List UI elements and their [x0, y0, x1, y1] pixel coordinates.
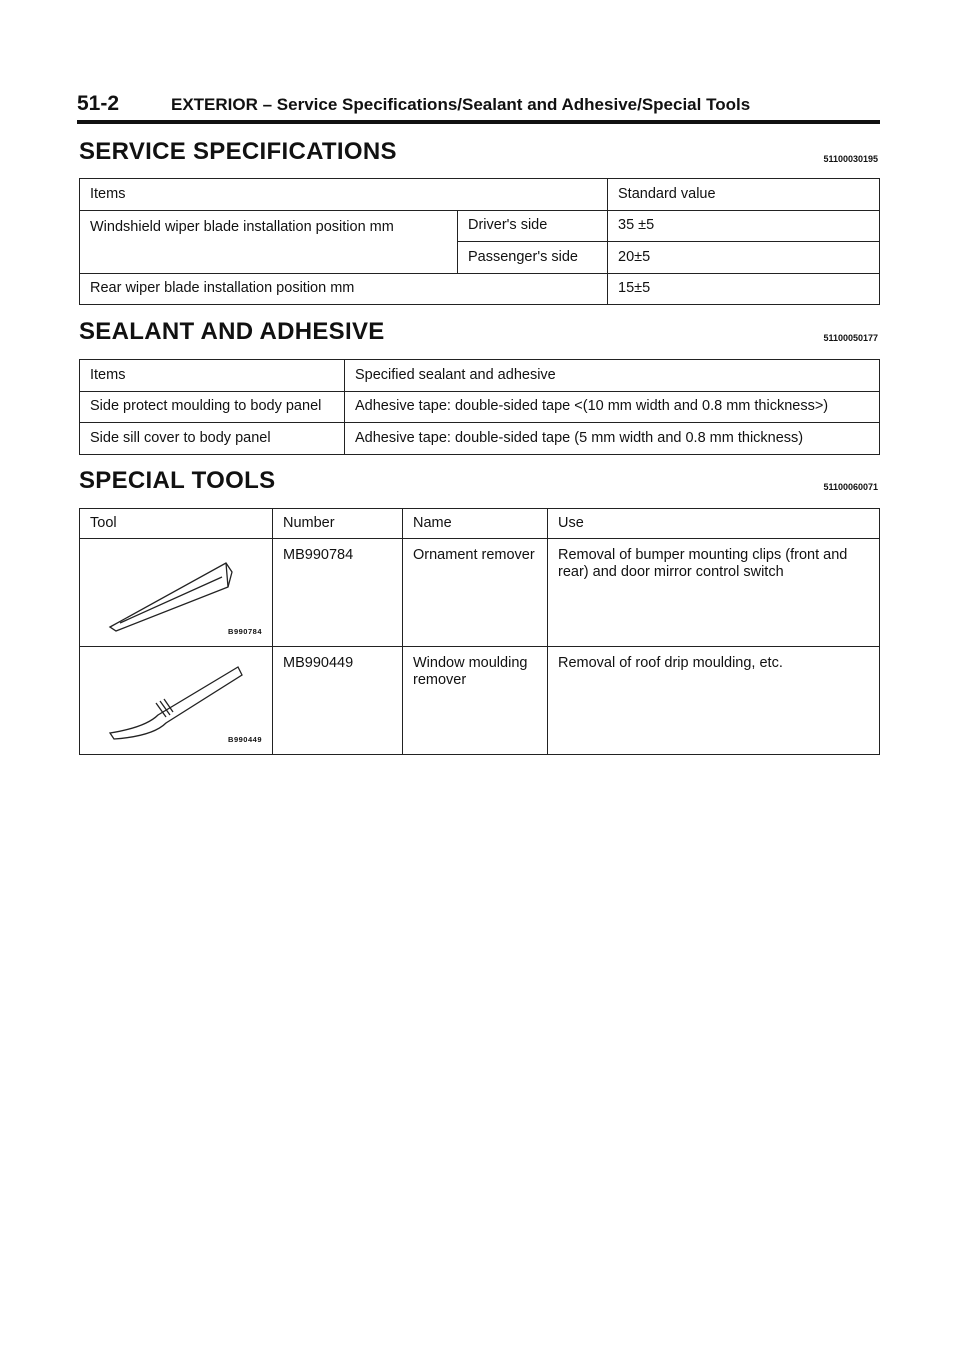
cell-item: Side protect moulding to body panel — [80, 391, 345, 423]
table-row — [80, 391, 880, 423]
service-specifications-table — [79, 178, 880, 305]
tool-image-cell — [80, 647, 273, 755]
header-cell-sealant: Specified sealant and adhesive — [345, 360, 880, 392]
table-header-row — [80, 179, 880, 211]
cell-sealant: Adhesive tape: double-sided tape (5 mm width and 0.8 mm thickness) — [345, 423, 880, 455]
cell-sealant: Adhesive tape: double-sided tape <(10 mm width and 0.8 mm thickness>) — [345, 391, 880, 423]
special-tools-table — [79, 508, 880, 755]
special-tools-title: SPECIAL TOOLS — [79, 467, 276, 494]
page-header — [77, 92, 880, 122]
table-header-row — [80, 360, 880, 392]
header-cell-number: Number — [273, 509, 403, 539]
cell-name: Window moulding remover — [403, 647, 548, 755]
header-cell-tool: Tool — [80, 509, 273, 539]
page-number: 51-2 — [77, 92, 120, 115]
header-cell-name: Name — [403, 509, 548, 539]
service-specifications-title: SERVICE SPECIFICATIONS — [79, 138, 397, 165]
sealant-adhesive-code: 51100050177 — [823, 333, 878, 343]
service-specifications-code: 51100030195 — [823, 154, 878, 164]
table-row — [80, 647, 880, 755]
cell-use: Removal of bumper mounting clips (front and rear) and door mirror control switch — [548, 539, 880, 647]
page-header-title: EXTERIOR – Service Specifications/Sealant and Adhesive/Special Tools — [171, 95, 751, 114]
header-cell-standard-value: Standard value — [608, 179, 880, 211]
sealant-adhesive-table — [79, 359, 880, 455]
table-row — [80, 210, 880, 242]
special-tools-code: 51100060071 — [823, 482, 878, 492]
header-cell-use: Use — [548, 509, 880, 539]
cell-number: MB990784 — [273, 539, 403, 647]
cell-number: MB990449 — [273, 647, 403, 755]
tool-image-cell — [80, 539, 273, 647]
tool-image-code: B990784 — [228, 627, 262, 636]
header-cell-items: Items — [80, 360, 345, 392]
sealant-adhesive-title: SEALANT AND ADHESIVE — [79, 318, 385, 345]
header-rule — [77, 120, 880, 124]
cell-item: Side sill cover to body panel — [80, 423, 345, 455]
tool-image-code: B990449 — [228, 735, 262, 744]
header-cell-items: Items — [80, 179, 608, 211]
table-row — [80, 539, 880, 647]
cell-item: Rear wiper blade installation position mm — [80, 273, 608, 305]
cell-item: Windshield wiper blade installation position mm — [80, 210, 458, 273]
cell-name: Ornament remover — [403, 539, 548, 647]
table-row — [80, 423, 880, 455]
cell-side: Passenger's side — [458, 242, 608, 274]
cell-side: Driver's side — [458, 210, 608, 242]
cell-value: 20±5 — [608, 242, 880, 274]
cell-value: 15±5 — [608, 273, 880, 305]
cell-use: Removal of roof drip moulding, etc. — [548, 647, 880, 755]
table-row — [80, 273, 880, 305]
table-header-row — [80, 509, 880, 539]
cell-value: 35 ±5 — [608, 210, 880, 242]
